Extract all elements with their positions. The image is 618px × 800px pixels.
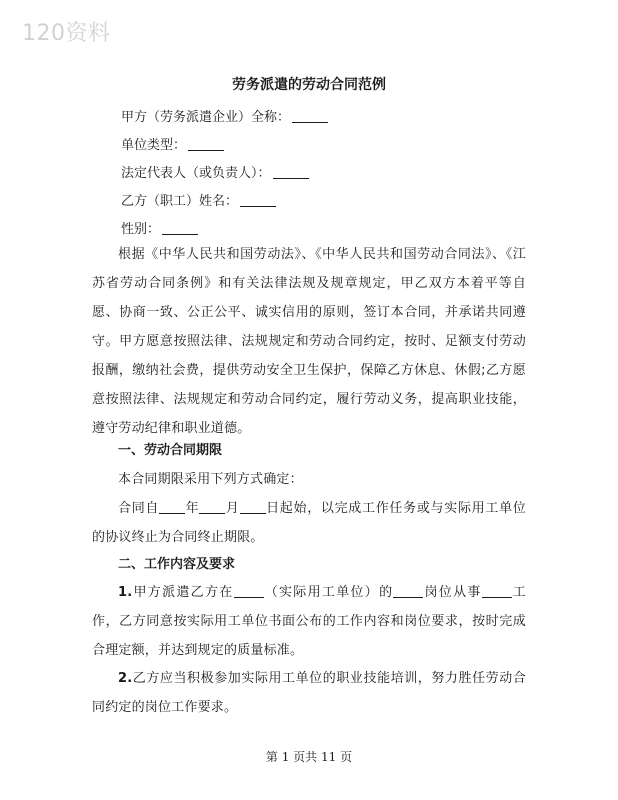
- item-2-text: 乙方应当积极参加实际用工单位的职业技能培训，努力胜任劳动合同约定的岗位工作要求。: [92, 671, 526, 715]
- unit-type-label: 单位类型：: [121, 138, 187, 153]
- document-title: 劳务派遣的劳动合同范例: [232, 77, 386, 93]
- party-b-name-blank: [240, 192, 276, 207]
- gender-blank: [162, 220, 198, 235]
- watermark-logo: 120资料: [22, 21, 111, 46]
- party-b-name-label: 乙方（职工）姓名：: [121, 194, 239, 209]
- section-1-heading: 一、劳动合同期限: [118, 443, 223, 458]
- section-1-line-1: 本合同期限采用下列方式确定：: [118, 472, 303, 487]
- item-1-text-c: 岗位从事: [423, 585, 482, 600]
- month-text: 月: [225, 501, 240, 516]
- legal-rep-field: [121, 160, 328, 188]
- item-1-number: 1.: [118, 585, 133, 600]
- party-b-name-field: [121, 188, 328, 216]
- item-1-text-d: 工作，乙方同意按实际用工单位书面公布的工作内容和岗位要求，按时完成合理定额，并达到规定的质量标准。: [92, 585, 526, 658]
- party-a-name-field: [121, 104, 328, 132]
- page-footer: 第 1 页共 11 页: [265, 750, 353, 764]
- day-text: 日起始，以完成工作任务或与实际用工单位的协议终止为合同终止期限。: [92, 501, 526, 545]
- year-text: 年: [185, 501, 200, 516]
- item-2-number: 2.: [118, 671, 133, 686]
- unit-type-blank: [188, 136, 224, 151]
- position-blank: [393, 583, 423, 598]
- intro-paragraph: 根据《中华人民共和国劳动法》、《中华人民共和国劳动合同法》、《江苏省劳动合同条例》和有关法律法规及规章规定，甲乙双方本着平等自愿、协商一致、公正公平、诚实信用的原则，签订本合同，并承诺共同遵守。甲方愿意按照法律、法规规定和劳动合同约定，按时、足额支付劳动报酬，缴纳社会费，提供劳动安全卫生保护，保障乙方休息、休假;乙方愿意按照法律、法规规定和劳动合同约定，履行劳动义务，提高职业技能，遵守劳动纪律和职业道德。: [92, 247, 526, 436]
- section-2-item-2: [92, 664, 526, 722]
- section-2-heading: 二、工作内容及要求: [118, 557, 236, 572]
- party-a-name-label: 甲方（劳务派遣企业）全称：: [121, 110, 291, 125]
- section-1-paragraph-2: [92, 494, 526, 552]
- day-blank: [240, 499, 266, 514]
- party-fields: [121, 104, 328, 244]
- work-blank: [482, 583, 512, 598]
- contract-start-text: 合同自: [118, 501, 160, 516]
- section-2-item-1: [92, 578, 526, 665]
- year-blank: [159, 499, 185, 514]
- unit-type-field: [121, 132, 328, 160]
- party-a-name-blank: [292, 108, 328, 123]
- item-1-text-a: 甲方派遣乙方在: [132, 585, 234, 600]
- legal-rep-label: 法定代表人（或负责人）：: [121, 166, 271, 181]
- gender-label: 性别：: [121, 222, 161, 237]
- legal-rep-blank: [273, 164, 309, 179]
- item-1-text-b: （实际用工单位）的: [263, 585, 394, 600]
- employer-blank: [234, 583, 264, 598]
- month-blank: [199, 499, 225, 514]
